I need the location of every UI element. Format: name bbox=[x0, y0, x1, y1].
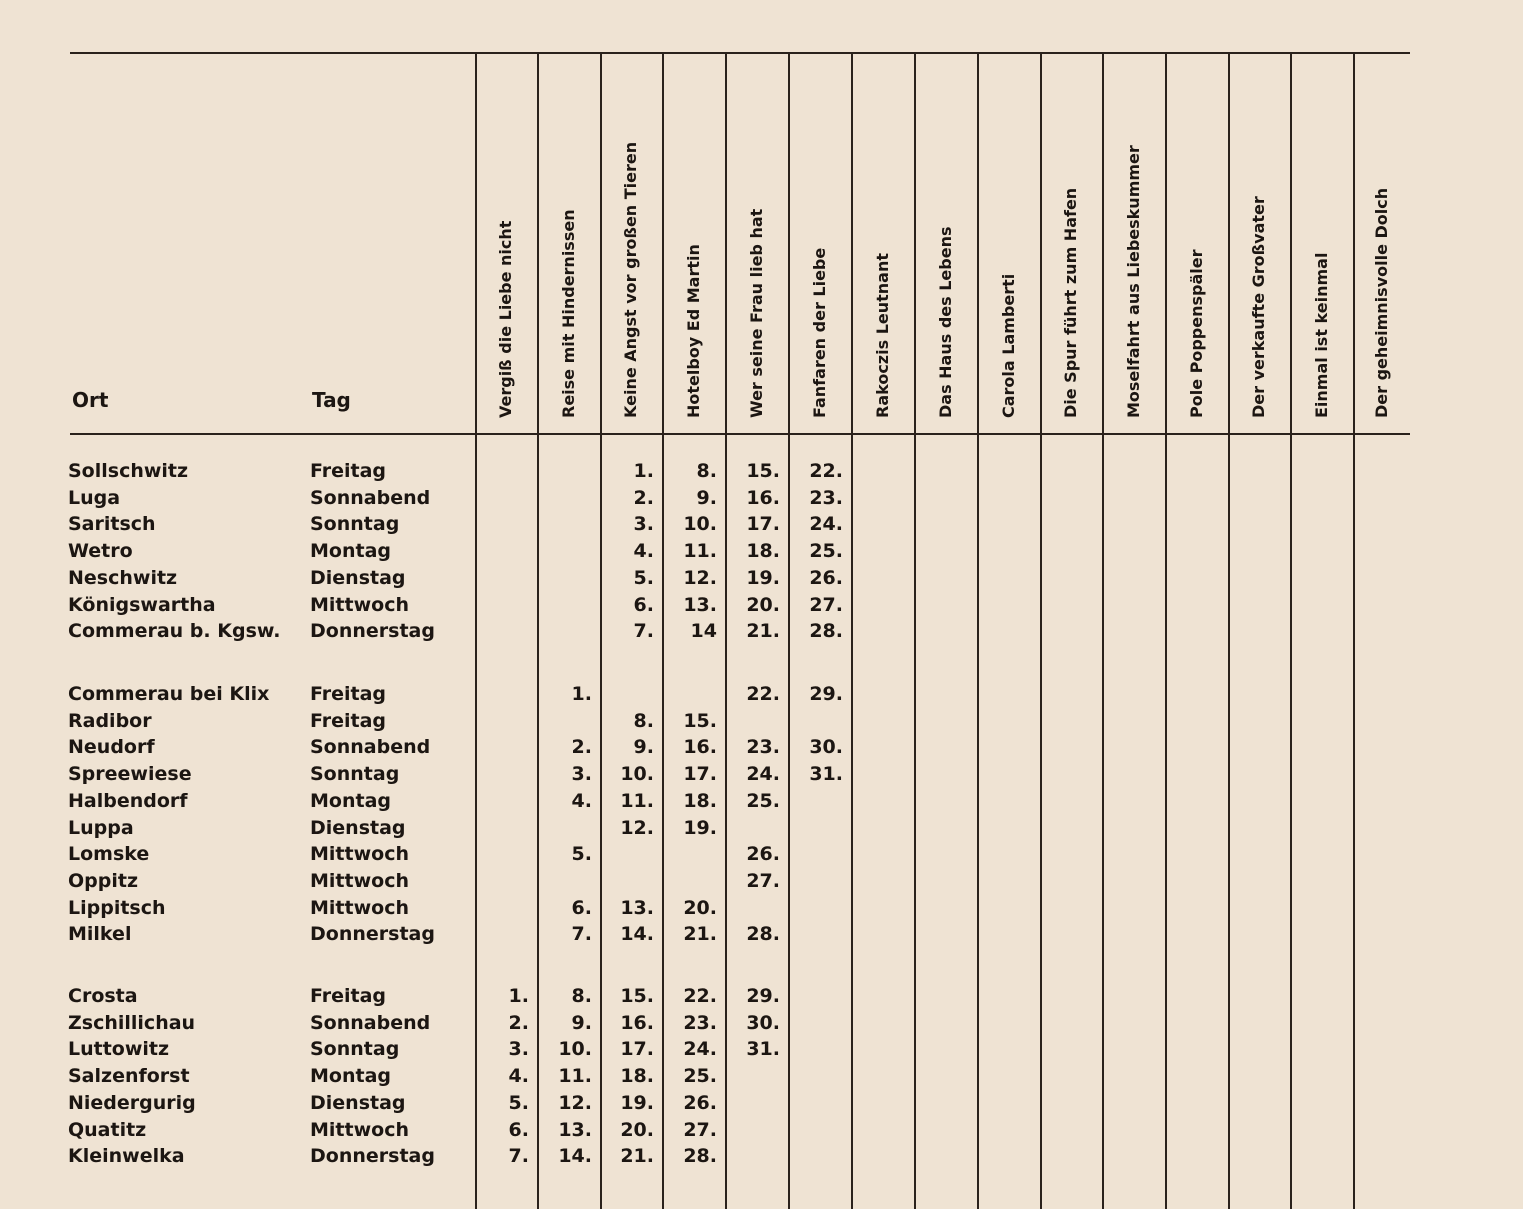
date-cell: 28. bbox=[809, 620, 843, 643]
date-cell: 18. bbox=[683, 789, 717, 812]
date-cell: 4. bbox=[633, 540, 654, 563]
row-tag: Sonnabend bbox=[310, 1011, 431, 1034]
row-tag: Donnerstag bbox=[310, 620, 435, 643]
column-divider bbox=[1165, 52, 1167, 1209]
date-cell: 6. bbox=[633, 593, 654, 616]
date-cell: 24. bbox=[683, 1038, 717, 1061]
date-cell: 29. bbox=[809, 683, 843, 705]
film-title: Das Haus des Lebens bbox=[935, 226, 955, 418]
row-ort: Commerau bei Klix bbox=[68, 683, 270, 705]
date-cell: 31. bbox=[809, 763, 843, 786]
film-title: Keine Angst vor großen Tieren bbox=[621, 141, 640, 418]
row-ort: Salzenforst bbox=[68, 1065, 190, 1088]
date-cell: 30. bbox=[746, 1011, 780, 1034]
date-cell: 1. bbox=[571, 683, 592, 705]
date-cell: 26. bbox=[683, 1091, 717, 1114]
date-cell: 2. bbox=[633, 486, 654, 509]
row-ort: Crosta bbox=[68, 985, 138, 1007]
row-ort: Luttowitz bbox=[68, 1038, 170, 1061]
row-tag: Mittwoch bbox=[310, 843, 409, 866]
column-divider bbox=[1102, 52, 1104, 1209]
date-cell: 2. bbox=[508, 1011, 529, 1034]
top-rule bbox=[70, 52, 1410, 54]
date-cell: 27. bbox=[746, 869, 780, 892]
date-cell: 5. bbox=[633, 566, 654, 589]
date-cell: 9. bbox=[633, 736, 654, 759]
row-tag: Montag bbox=[310, 1065, 391, 1088]
date-cell: 31. bbox=[746, 1038, 780, 1061]
date-cell: 7. bbox=[508, 1145, 529, 1168]
date-cell: 22. bbox=[683, 985, 717, 1007]
date-cell: 23. bbox=[809, 486, 843, 509]
date-cell: 4. bbox=[508, 1065, 529, 1088]
row-ort: Luga bbox=[68, 486, 121, 509]
column-divider bbox=[851, 52, 853, 1209]
date-cell: 10. bbox=[683, 513, 717, 536]
date-cell: 8. bbox=[696, 460, 717, 482]
row-ort: Kleinwelka bbox=[68, 1145, 185, 1168]
date-cell: 8. bbox=[633, 709, 654, 732]
date-cell: 5. bbox=[508, 1091, 529, 1114]
row-ort: Lomske bbox=[68, 843, 150, 866]
column-divider bbox=[1353, 52, 1355, 1209]
date-cell: 25. bbox=[809, 540, 843, 563]
column-divider bbox=[725, 52, 727, 1209]
date-cell: 19. bbox=[620, 1091, 654, 1114]
date-cell: 29. bbox=[746, 985, 780, 1007]
row-tag: Sonnabend bbox=[310, 486, 431, 509]
film-title: Reise mit Hindernissen bbox=[558, 209, 578, 418]
row-tag: Sonnabend bbox=[310, 736, 431, 759]
row-tag: Dienstag bbox=[310, 566, 406, 589]
row-ort: Spreewiese bbox=[68, 763, 192, 786]
date-cell: 3. bbox=[633, 513, 654, 536]
date-cell: 5. bbox=[571, 843, 592, 866]
row-ort: Quatitz bbox=[68, 1118, 147, 1141]
film-title: Pole Poppenspäler bbox=[1186, 249, 1206, 418]
date-cell: 27. bbox=[809, 593, 843, 616]
row-tag: Montag bbox=[310, 540, 391, 563]
column-divider bbox=[475, 52, 477, 1209]
date-cell: 25. bbox=[746, 789, 780, 812]
date-cell: 1. bbox=[508, 985, 529, 1007]
row-tag: Mittwoch bbox=[310, 593, 409, 616]
date-cell: 4. bbox=[571, 789, 592, 812]
row-ort: Commerau b. Kgsw. bbox=[68, 620, 281, 643]
row-ort: Neudorf bbox=[68, 736, 155, 759]
row-tag: Sonntag bbox=[310, 763, 400, 786]
date-cell: 14. bbox=[620, 923, 654, 946]
date-cell: 16. bbox=[746, 486, 780, 509]
row-ort: Königswartha bbox=[68, 593, 216, 616]
date-cell: 7. bbox=[633, 620, 654, 643]
column-divider bbox=[600, 52, 602, 1209]
film-title: Rakoczis Leutnant bbox=[872, 252, 892, 418]
date-cell: 24. bbox=[809, 513, 843, 536]
row-tag: Freitag bbox=[310, 985, 387, 1007]
date-cell: 12. bbox=[558, 1091, 592, 1114]
row-tag: Sonntag bbox=[310, 1038, 400, 1061]
date-cell: 14. bbox=[558, 1145, 592, 1168]
date-cell: 11. bbox=[683, 540, 717, 563]
film-title: Der verkaufte Großvater bbox=[1249, 196, 1268, 418]
date-cell: 11. bbox=[558, 1065, 592, 1088]
date-cell: 28. bbox=[746, 923, 780, 946]
film-title: Der geheimnisvolle Dolch bbox=[1371, 187, 1391, 418]
date-cell: 17. bbox=[683, 763, 717, 786]
date-cell: 3. bbox=[571, 763, 592, 786]
column-divider bbox=[977, 52, 979, 1209]
date-cell: 23. bbox=[746, 736, 780, 759]
date-cell: 10. bbox=[558, 1038, 592, 1061]
date-cell: 15. bbox=[746, 460, 780, 482]
row-ort: Wetro bbox=[68, 540, 133, 563]
film-title: Wer seine Frau lieb hat bbox=[746, 208, 766, 418]
row-tag: Freitag bbox=[310, 709, 387, 732]
date-cell: 21. bbox=[746, 620, 780, 643]
date-cell: 6. bbox=[571, 896, 592, 919]
film-title: Moselfahrt aus Liebeskummer bbox=[1123, 145, 1143, 418]
date-cell: 30. bbox=[809, 736, 843, 759]
row-ort: Saritsch bbox=[68, 513, 156, 536]
date-cell: 19. bbox=[746, 566, 780, 589]
date-cell: 11. bbox=[620, 789, 654, 812]
row-tag: Freitag bbox=[310, 460, 387, 482]
film-title: Einmal ist keinmal bbox=[1311, 252, 1331, 418]
date-cell: 2. bbox=[571, 736, 592, 759]
date-cell: 8. bbox=[571, 985, 592, 1007]
row-tag: Donnerstag bbox=[310, 923, 435, 946]
date-cell: 27. bbox=[683, 1118, 717, 1141]
date-cell: 21. bbox=[683, 923, 717, 946]
row-ort: Luppa bbox=[68, 816, 134, 839]
column-divider bbox=[662, 52, 664, 1209]
row-ort: Neschwitz bbox=[68, 566, 178, 589]
date-cell: 13. bbox=[683, 593, 717, 616]
row-tag: Montag bbox=[310, 789, 391, 812]
date-cell: 22. bbox=[746, 683, 780, 705]
row-ort: Milkel bbox=[68, 923, 132, 946]
date-cell: 20. bbox=[620, 1118, 654, 1141]
film-title: Fanfaren der Liebe bbox=[809, 247, 829, 418]
row-tag: Mittwoch bbox=[310, 896, 409, 919]
date-cell: 17. bbox=[746, 513, 780, 536]
column-divider bbox=[1290, 52, 1292, 1209]
row-tag: Mittwoch bbox=[310, 869, 409, 892]
row-ort: Niedergurig bbox=[68, 1091, 196, 1114]
date-cell: 12. bbox=[683, 566, 717, 589]
date-cell: 9. bbox=[696, 486, 717, 509]
film-title: Vergiß die Liebe nicht bbox=[496, 220, 515, 418]
date-cell: 19. bbox=[683, 816, 717, 839]
row-tag: Donnerstag bbox=[310, 1145, 435, 1168]
date-cell: 1. bbox=[633, 460, 654, 482]
date-cell: 15. bbox=[620, 985, 654, 1007]
date-cell: 20. bbox=[746, 593, 780, 616]
row-tag: Sonntag bbox=[310, 513, 400, 536]
column-divider bbox=[1040, 52, 1042, 1209]
date-cell: 18. bbox=[746, 540, 780, 563]
row-tag: Dienstag bbox=[310, 1091, 406, 1114]
row-ort: Oppitz bbox=[68, 869, 139, 892]
row-ort: Halbendorf bbox=[68, 789, 188, 812]
date-cell: 15. bbox=[683, 709, 717, 732]
column-header-ort: Ort bbox=[72, 388, 109, 412]
date-cell: 28. bbox=[683, 1145, 717, 1168]
row-tag: Freitag bbox=[310, 683, 387, 705]
date-cell: 18. bbox=[620, 1065, 654, 1088]
date-cell: 13. bbox=[558, 1118, 592, 1141]
date-cell: 17. bbox=[620, 1038, 654, 1061]
film-title: Carola Lamberti bbox=[998, 273, 1018, 418]
column-divider bbox=[1228, 52, 1230, 1209]
column-divider bbox=[537, 52, 539, 1209]
column-divider bbox=[788, 52, 790, 1209]
date-cell: 12. bbox=[620, 816, 654, 839]
row-ort: Sollschwitz bbox=[68, 460, 189, 482]
date-cell: 24. bbox=[746, 763, 780, 786]
date-cell: 10. bbox=[620, 763, 654, 786]
date-cell: 6. bbox=[508, 1118, 529, 1141]
row-tag: Mittwoch bbox=[310, 1118, 409, 1141]
row-ort: Radibor bbox=[68, 709, 152, 732]
date-cell: 16. bbox=[683, 736, 717, 759]
row-ort: Lippitsch bbox=[68, 896, 166, 919]
date-cell: 21. bbox=[620, 1145, 654, 1168]
row-ort: Zschillichau bbox=[68, 1011, 196, 1034]
date-cell: 7. bbox=[571, 923, 592, 946]
date-cell: 3. bbox=[508, 1038, 529, 1061]
film-title: Hotelboy Ed Martin bbox=[683, 244, 703, 418]
film-title: Die Spur führt zum Hafen bbox=[1061, 187, 1080, 418]
date-cell: 25. bbox=[683, 1065, 717, 1088]
date-cell: 23. bbox=[683, 1011, 717, 1034]
date-cell: 9. bbox=[571, 1011, 592, 1034]
date-cell: 13. bbox=[620, 896, 654, 919]
date-cell: 14 bbox=[690, 620, 717, 643]
date-cell: 26. bbox=[809, 566, 843, 589]
row-tag: Dienstag bbox=[310, 816, 406, 839]
date-cell: 26. bbox=[746, 843, 780, 866]
header-rule bbox=[70, 433, 1410, 435]
date-cell: 20. bbox=[683, 896, 717, 919]
date-cell: 22. bbox=[809, 460, 843, 482]
date-cell: 16. bbox=[620, 1011, 654, 1034]
column-header-tag: Tag bbox=[312, 388, 351, 412]
column-divider bbox=[914, 52, 916, 1209]
